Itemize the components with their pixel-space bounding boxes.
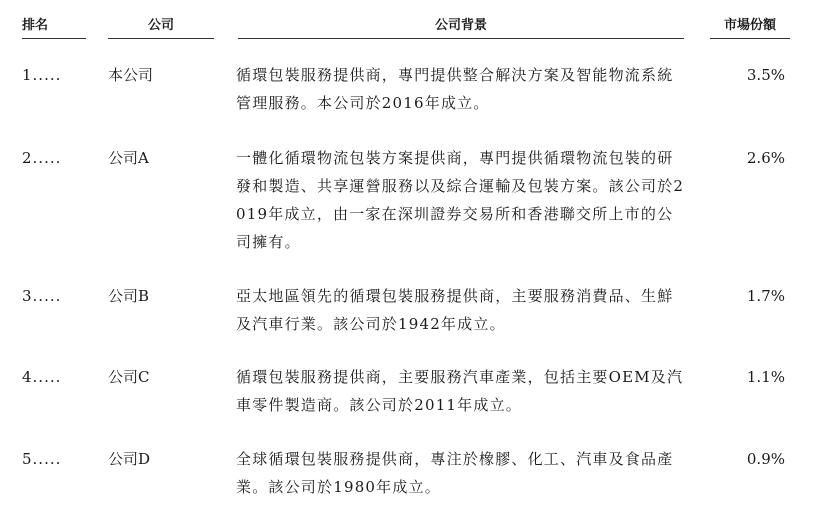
share-cell: 1.1% bbox=[746, 368, 785, 386]
rank-cell: 2..... bbox=[22, 149, 62, 167]
rank-cell: 1..... bbox=[22, 66, 62, 84]
header-market-share: 市場份額 bbox=[710, 14, 790, 39]
company-cell: 公司A bbox=[108, 149, 149, 167]
share-cell: 3.5% bbox=[746, 66, 785, 84]
share-cell: 2.6% bbox=[746, 149, 785, 167]
header-rank: 排名 bbox=[22, 14, 86, 39]
share-cell: 1.7% bbox=[746, 287, 785, 305]
rank-cell: 5..... bbox=[22, 450, 62, 468]
company-cell: 本公司 bbox=[108, 66, 154, 84]
market-share-table bbox=[22, 0, 812, 506]
header-company: 公司 bbox=[108, 14, 214, 39]
company-cell: 公司D bbox=[108, 450, 151, 468]
header-background: 公司背景 bbox=[238, 14, 684, 39]
background-cell: 一體化循環物流包裝方案提供商，專門提供循環物流包裝的研發和製造、共享運營服務以及綜合運輸及包裝方案。該公司於2019年成立，由一家在深圳證券交易所和香港聯交所上市的公司擁有。 bbox=[236, 149, 685, 251]
company-cell: 公司B bbox=[108, 287, 150, 305]
background-cell: 全球循環包裝服務提供商，專注於橡膠、化工、汽車及食品產業。該公司於1980年成立。 bbox=[236, 450, 674, 496]
rank-cell: 4..... bbox=[22, 368, 62, 386]
background-cell: 循環包裝服務提供商，專門提供整合解決方案及智能物流系統管理服務。本公司於2016年成立。 bbox=[236, 66, 674, 112]
share-cell: 0.9% bbox=[746, 450, 785, 468]
background-cell: 亞太地區領先的循環包裝服務提供商，主要服務消費品、生鮮及汽車行業。該公司於1942年成立。 bbox=[236, 287, 674, 333]
background-cell: 循環包裝服務提供商，主要服務汽車產業，包括主要OEM及汽車零件製造商。該公司於2011年成立。 bbox=[236, 368, 684, 414]
company-cell: 公司C bbox=[108, 368, 150, 386]
rank-cell: 3..... bbox=[22, 287, 62, 305]
